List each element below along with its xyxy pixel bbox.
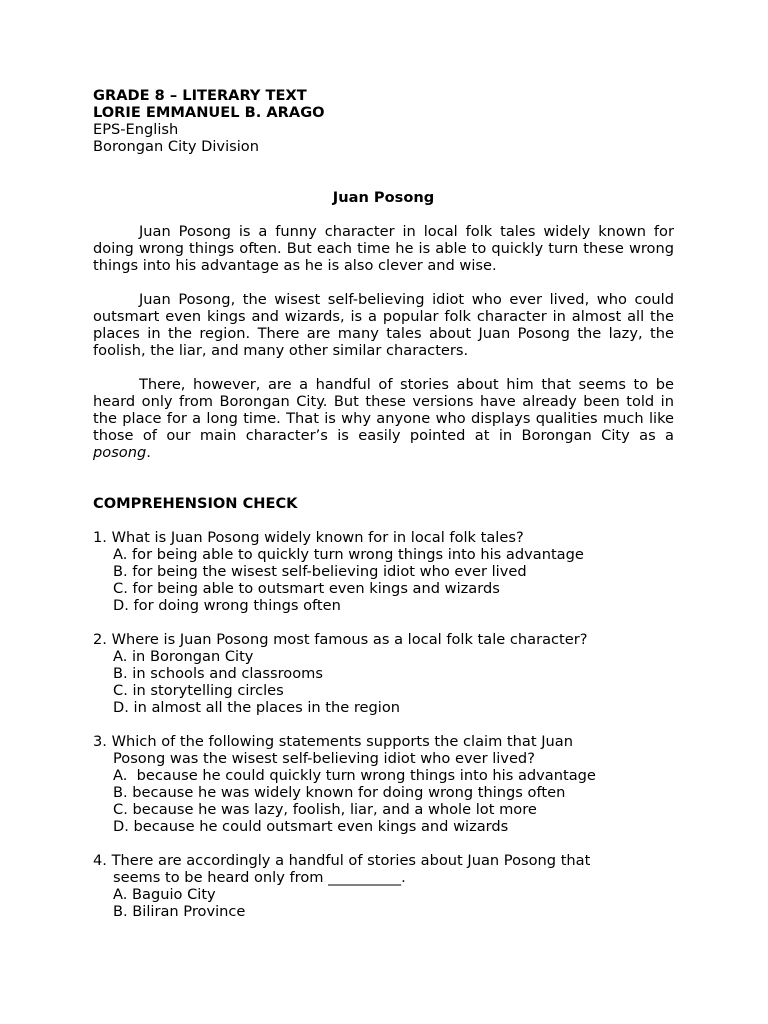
choice-b: B. in schools and classrooms [113,665,323,682]
question-text: 3. Which of the following statements supports the claim that Juan [93,733,573,750]
question-text-continued: seems to be heard only from __________. [113,869,406,886]
question-4 [93,852,674,920]
paragraph-3-text: There, however, are a handful of stories about him that seems to be heard only from Borongan City. But these versions have already been told in the place for a long time. That is why anyone who displays qualities much like those of our main character’s is easily pointed at in Borongan City as a [93,376,674,444]
comprehension-check-heading: COMPREHENSION CHECK [93,495,298,512]
choice-d: D. in almost all the places in the region [113,699,401,716]
choice-b: B. for being the wisest self-believing idiot who ever lived [113,563,527,580]
question-text: 4. There are accordingly a handful of stories about Juan Posong that [93,852,591,869]
choice-a: A. Baguio City [113,886,216,903]
choice-a: A. because he could quickly turn wrong things into his advantage [113,767,596,784]
question-2 [93,631,674,716]
choice-d: D. because he could outsmart even kings and wizards [113,818,509,835]
italic-term: posong [93,444,147,461]
question-3 [93,733,674,835]
choice-c: C. for being able to outsmart even kings and wizards [113,580,500,597]
choice-b: B. Biliran Province [113,903,246,920]
choice-a: A. for being able to quickly turn wrong things into his advantage [113,546,584,563]
choice-c: C. in storytelling circles [113,682,284,699]
question-text: 2. Where is Juan Posong most famous as a local folk tale character? [93,631,588,648]
choice-d: D. for doing wrong things often [113,597,341,614]
story-paragraph-2: Juan Posong, the wisest self-believing idiot who ever lived, who could outsmart even kings and wizards, is a popular folk character in almost all the places in the region. There are many tales about Juan Posong the lazy, the foolish, the liar, and many other similar characters. [93,291,674,359]
story-paragraph-3 [93,376,674,461]
division-name: Borongan City Division [93,138,259,155]
grade-label: GRADE 8 – LITERARY TEXT [93,87,307,104]
choice-b: B. because he was widely known for doing wrong things often [113,784,566,801]
paragraph-3-end: . [146,444,151,461]
question-text: 1. What is Juan Posong widely known for in local folk tales? [93,529,524,546]
story-paragraph-1: Juan Posong is a funny character in local folk tales widely known for doing wrong things often. But each time he is able to quickly turn these wrong things into his advantage as he is also clever and wise. [93,223,674,274]
question-1 [93,529,674,614]
question-text-continued: Posong was the wisest self-believing idiot who ever lived? [113,750,535,767]
document-page [93,87,674,920]
choice-a: A. in Borongan City [113,648,254,665]
story-title: Juan Posong [332,189,435,206]
author-name: LORIE EMMANUEL B. ARAGO [93,104,325,121]
choice-c: C. because he was lazy, foolish, liar, and a whole lot more [113,801,537,818]
document-header [93,87,674,155]
author-position: EPS-English [93,121,179,138]
